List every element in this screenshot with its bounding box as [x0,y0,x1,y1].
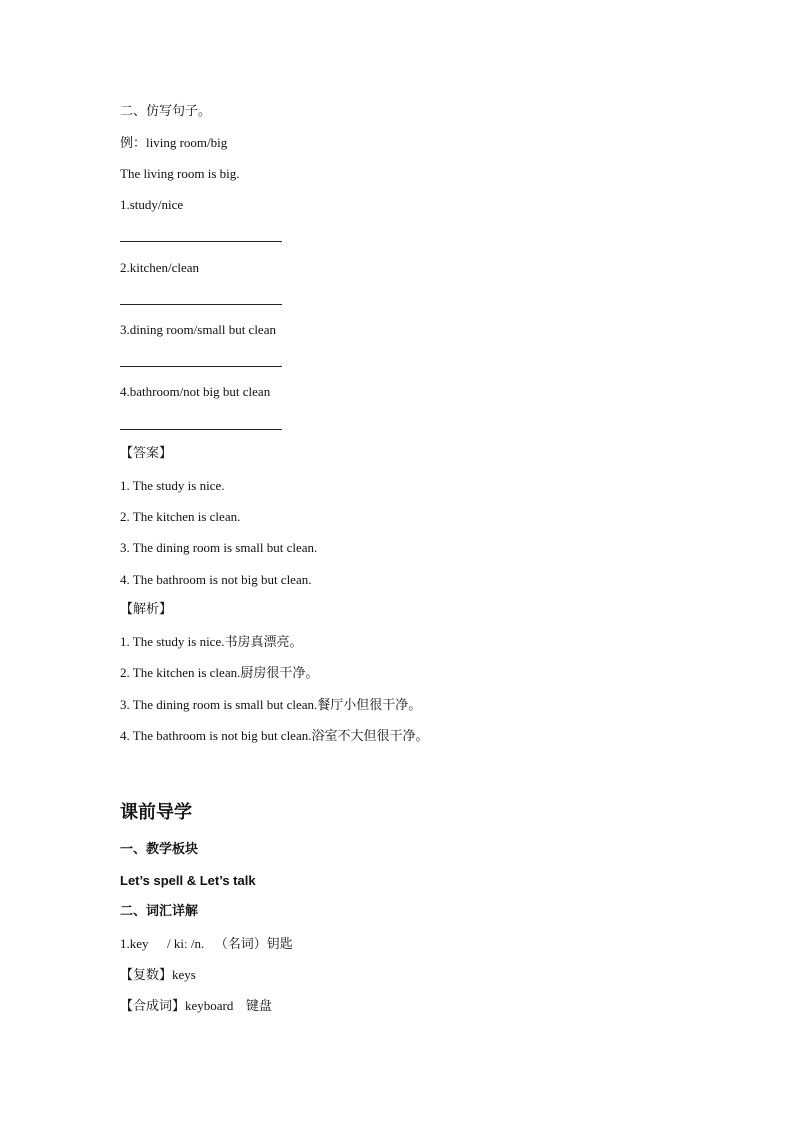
analysis-line-1 [120,634,303,651]
answer-blank-3[interactable] [120,366,282,367]
analysis-zh: 浴室不大但很干净。 [311,729,429,744]
answer-blank-1[interactable] [120,241,282,242]
vocab-phonetic: / kiː /n. [167,936,205,951]
plural-line [120,967,196,984]
exercise-item-1: 1.study/nice [120,197,184,212]
compound-line [120,998,272,1015]
analysis-label: 【解析】 [120,602,173,617]
analysis-en: 2. The kitchen is clean. [120,665,241,680]
answer-line-2: 2. The kitchen is clean. [120,509,241,524]
analysis-en: 1. The study is nice. [120,634,225,649]
exercise-item-4: 4.bathroom/not big but clean [120,384,271,399]
answer-line-3: 3. The dining room is small but clean. [120,540,318,555]
example-line [120,135,227,152]
example-label: 例： [120,136,147,151]
analysis-zh: 书房真漂亮。 [224,635,303,650]
example-prompt: living room/big [146,135,228,150]
exercise-item-3: 3.dining room/small but clean [120,322,276,337]
answer-blank-2[interactable] [120,304,282,305]
teaching-module-content: Let’s spell & Let’s talk [120,873,256,888]
analysis-zh: 厨房很干净。 [240,666,319,681]
analysis-line-3 [120,697,421,714]
compound-meaning: 键盘 [245,999,272,1014]
example-answer: The living room is big. [120,166,240,181]
answer-line-4: 4. The bathroom is not big but clean. [120,572,312,587]
answers-label: 【答案】 [120,446,173,461]
analysis-zh: 餐厅小但很干净。 [317,698,422,713]
exercise-item-2: 2.kitchen/clean [120,260,200,275]
analysis-line-2 [120,665,318,682]
vocab-word: 1.key [120,936,149,951]
vocab-pos: （名词）钥匙 [214,937,293,952]
preview-title: 课前导学 [120,802,192,823]
analysis-en: 3. The dining room is small but clean. [120,697,318,712]
section-heading: 二、仿写句子。 [120,104,212,119]
answer-blank-4[interactable] [120,429,282,430]
vocab-entry-key [120,936,293,953]
teaching-module-heading: 一、教学板块 [120,842,199,857]
plural-label: 【复数】 [120,968,173,983]
answer-line-1: 1. The study is nice. [120,478,225,493]
plural-value: keys [172,967,196,982]
analysis-en: 4. The bathroom is not big but clean. [120,728,312,743]
compound-value: keyboard [185,998,234,1013]
vocab-heading: 二、词汇详解 [120,904,199,919]
compound-label: 【合成词】 [120,999,186,1014]
analysis-line-4 [120,728,429,745]
